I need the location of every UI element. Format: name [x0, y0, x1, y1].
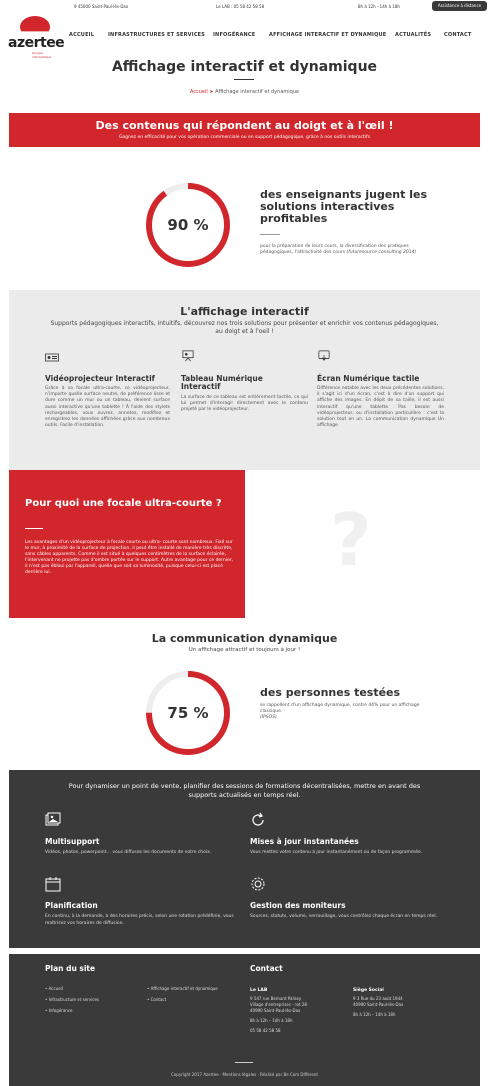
footer-link-infrastructure[interactable]: • Infrastructure et services — [45, 997, 99, 1002]
stat2-source: (IPSOS) — [260, 715, 277, 720]
nav-affichage[interactable]: AFFICHAGE INTERACTIF ET DYNAMIQUE — [269, 32, 387, 38]
stat1-title: des enseignants jugent les solutions interactives profitables — [260, 188, 428, 225]
col1-title: Vidéoprojecteur Interactif — [45, 374, 155, 383]
breadcrumb-current: Affichage interactif et dynamique — [215, 89, 300, 95]
feature4-title: Gestion des moniteurs — [250, 901, 346, 910]
col3-title: Écran Numérique tactile — [317, 374, 420, 383]
touchscreen-icon — [317, 350, 331, 362]
stat2-desc-text: se rappellent d'un affichage dynamique, contre 44% pour un affichage classique. — [260, 703, 420, 714]
page-title: Affichage interactif et dynamique — [111, 59, 378, 75]
focale-text: Les avantages d'un vidéoprojecteur à focale courte ou ultra- courte sont nombreux. Fixé sur le mur, à proximité de la surface de projection, il peut être installé de manière très discrète, sans câbles apparents. Comme il est situé à quelques centimètres de la surface éclairée, l'intervenant ne projette pas d'ombre portée sur le support. Autre avantage pour ce dernier, il n'est pas ébloui par l'appareil, quelle que soit sa luminosité, puisque celui-ci est placé derrière lui. — [25, 540, 234, 575]
footer-link-contact[interactable]: • Contact — [147, 997, 167, 1002]
title-divider — [234, 79, 254, 80]
breadcrumb — [0, 89, 489, 95]
feature2-title: Mises à jour instantanées — [250, 837, 359, 846]
nav-infrastructures[interactable]: INFRASTRUCTURES ET SERVICES — [108, 32, 206, 38]
stat-donut-75 — [143, 668, 233, 758]
stat2-title: des personnes testées — [260, 686, 401, 699]
site-logo[interactable] — [6, 15, 65, 59]
interactive-title: L'affichage interactif — [180, 305, 309, 318]
feature3-title: Planification — [45, 901, 98, 910]
stat2-desc — [260, 703, 430, 721]
col1-text: Grâce à sa focale ultra-courte, ce vidéoprojecteur, n'importe quelle surface neutre, de préférence lisse et dure comme un mur ou un tableau, devient surface aussi interactive qu'une tablette ! À l'aide des stylets rechargeables, vous ouvrez, annotez, modifiez et enregistrez les données affichées grâce aux nombreux outils. Facile d'installation. — [45, 386, 170, 429]
banner-subtitle: Gagnez en efficacité pour vos opération commerciale ou en support pédagogique, grâce à nos outils interactifs — [118, 135, 371, 140]
footer-siege-address: 9 3 Rue du 23 août 1944 40990 Saint-Paul-lès-Dax 8h à 12h – 14h à 18h — [353, 996, 404, 1017]
feature1-text: Vidéos, photos, powerpoint… vous diffusez les documents de votre choix. — [45, 850, 212, 855]
question-mark-icon: ? — [330, 498, 372, 582]
features-intro: Pour dynamiser un point de vente, planifier des sessions de formations décentralisées, mettre en avant des supports actualisés en temps réel. — [68, 782, 421, 799]
stat1-desc-text: pour la préparation de leurs cours, la diversification des pratiques pédagogiques, l'attractivité des cours — [260, 244, 409, 255]
col3-text: Différence notable avec les deux précédentes solutions, il s'agit ici d'un écran, c'est à dire d'un support qui affiche des images. En dépit de sa taille, il est aussi interactif qu'une tablette. Pas besoin de vidéoprojecteur, ou d'installation particulière : c'est la solution tout en un. La communication dynamique Un affichage — [317, 386, 444, 429]
nav-contact[interactable]: CONTACT — [444, 32, 472, 38]
features-section — [9, 770, 480, 948]
assistance-button[interactable]: Assistance à distance — [432, 1, 487, 11]
whiteboard-icon — [181, 350, 195, 362]
col2-text: La surface de ce tableau est entièrement tactile, ce qui lui permet d'interagir directement avec le contenu projeté par le vidéoprojecteur. — [181, 395, 308, 413]
footer-link-accueil[interactable]: • Accueil — [45, 986, 63, 991]
footer-plan-title: Plan du site — [45, 964, 96, 973]
footer-contact-title: Contact — [250, 964, 283, 973]
footer-lab-head: Le LAB — [250, 988, 268, 993]
hero-banner — [9, 113, 480, 147]
logo-text: azertee — [8, 35, 65, 51]
site-footer — [9, 954, 480, 1086]
stat-percent-75: 75 % — [167, 704, 209, 722]
stat1-source: (futuresource consulting 2014) — [346, 250, 417, 255]
stat1-desc — [260, 244, 422, 256]
feature3-text: En continu, à la demande, à des horaires précis, selon une rotation prédéfinie, vous maîtrisez vos horaires de diffusion. — [45, 914, 234, 926]
nav-accueil[interactable]: ACCUEIL — [69, 32, 95, 38]
feature2-text: Vous mettez votre contenu à jour instantanément ou de façon programmée. — [250, 850, 423, 855]
nav-actualites[interactable]: ACTUALITÉS — [395, 32, 432, 38]
phone-text: Le LAB : 05 58 42 58 58 — [216, 4, 265, 9]
media-icon — [45, 812, 61, 828]
breadcrumb-home[interactable]: Accueil — [189, 89, 208, 95]
stat1-divider — [260, 234, 280, 235]
col2-title: Tableau Numérique Interactif — [181, 374, 263, 391]
calendar-icon — [45, 876, 61, 892]
feature4-text: Sources, statuts, volume, verrouillage, vous contrôlez chaque écran en temps réel. — [250, 914, 438, 919]
footer-link-infogerance[interactable]: • Infogérance — [45, 1008, 73, 1013]
breadcrumb-arrow-icon: ➤ — [209, 89, 214, 95]
top-bar — [0, 0, 489, 14]
refresh-icon — [250, 812, 266, 828]
banner-title: Des contenus qui répondent au doigt et à l'œil ! — [95, 119, 394, 132]
footer-lab-address: 9 547 rue Bernard Palissy Village d'entreprises – lot 28 40990 Saint-Paul-lès-Dax 8h à 12h – 14h à 18h 05 58 42 58 58 — [250, 996, 307, 1033]
copyright-text: Copyright 2017 Azertee · Mentions légales · Réalisé par Be Com Different — [171, 1072, 318, 1077]
focale-divider — [25, 528, 43, 529]
interactive-subtitle: Supports pédagogiques interactifs, intuitifs, découvrez nos trois solutions pour présenter et enrichir vos contenus pédagogiques, au doigt et à l'oeil ! — [50, 320, 439, 335]
footer-link-affichage[interactable]: • Affichage interactif et dynamique — [147, 986, 218, 991]
focale-title: Pour quoi une focale ultra-courte ? — [25, 498, 222, 509]
footer-divider — [235, 1062, 253, 1063]
projector-icon — [45, 352, 59, 364]
logo-subtitle: Groupe informatique — [32, 51, 52, 59]
feature1-title: Multisupport — [45, 837, 100, 846]
hours-text: 8h à 12h - 14h à 18h — [358, 4, 400, 9]
stat-percent-90: 90 % — [167, 216, 209, 234]
footer-siege-head: Siège Social — [353, 988, 384, 993]
stat-donut-90 — [143, 180, 233, 270]
focale-block — [9, 470, 245, 618]
address-text: 9 45000 Saint-Paul-lès-Dax — [74, 4, 129, 9]
nav-infogerance[interactable]: INFOGÉRANCE — [213, 32, 256, 38]
dynamique-subtitle: Un affichage attractif et toujours à jour ! — [188, 647, 301, 653]
dynamique-title: La communication dynamique — [151, 632, 338, 645]
gear-icon — [250, 876, 266, 892]
